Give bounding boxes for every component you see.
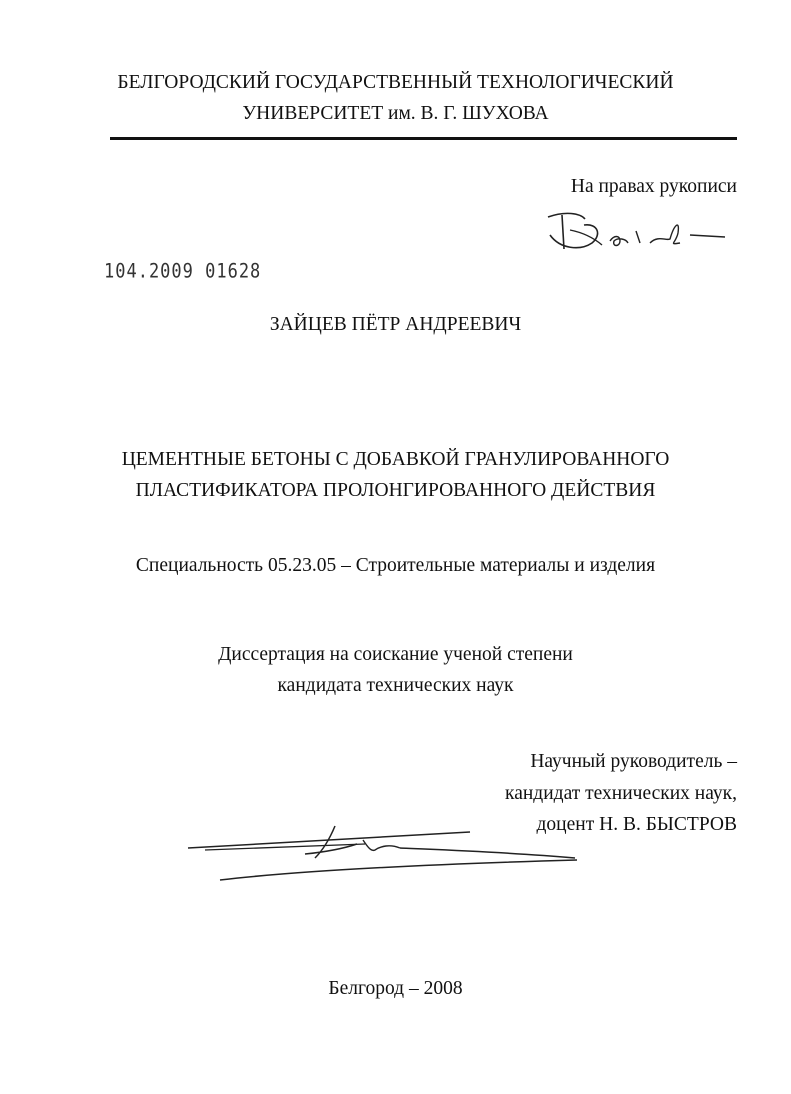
supervisor-role: Научный руководитель – [530,751,737,772]
dissertation-title-line-1: ЦЕМЕНТНЫЕ БЕТОНЫ С ДОБАВКОЙ ГРАНУЛИРОВАННОГО [121,449,670,470]
dissertation-title-line-2: ПЛАСТИФИКАТОРА ПРОЛОНГИРОВАННОГО ДЕЙСТВИЯ [135,480,656,501]
specialty: Специальность 05.23.05 – Строительные материалы и изделия [135,555,656,576]
archive-stamp: 104.2009 01628 [104,260,262,283]
degree-line-1: Диссертация на соискание ученой степени [218,644,573,665]
header-divider [110,137,737,140]
supervisor-signature [185,818,585,883]
supervisor-name: доцент Н. В. БЫСТРОВ [536,814,737,835]
supervisor-degree: кандидат технических наук, [505,783,737,804]
university-name-line-2: УНИВЕРСИТЕТ им. В. Г. ШУХОВА [242,103,549,124]
manuscript-rights-note: На правах рукописи [570,176,737,197]
university-name-line-1: БЕЛГОРОДСКИЙ ГОСУДАРСТВЕННЫЙ ТЕХНОЛОГИЧЕСКИЙ [117,72,674,93]
city-year: Белгород – 2008 [328,978,463,999]
degree-line-2: кандидата технических наук [277,675,514,696]
author-name: ЗАЙЦЕВ ПЁТР АНДРЕЕВИЧ [269,314,522,335]
author-signature [540,205,730,260]
